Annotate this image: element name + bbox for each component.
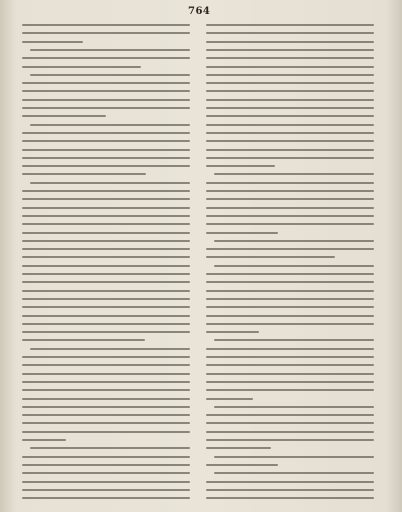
text-line [22,173,146,175]
text-line [214,472,374,474]
text-line [30,447,190,449]
text-line [206,481,374,483]
text-line [22,90,190,92]
text-line [30,124,190,126]
text-line [206,464,278,466]
text-line [30,74,190,76]
text-line [206,24,374,26]
text-line [22,323,190,325]
text-line [22,431,190,433]
text-line [206,381,374,383]
text-line [22,356,190,358]
text-line [206,165,275,167]
text-line [22,256,190,258]
text-line [206,115,374,117]
text-line [206,497,374,499]
text-line [22,165,190,167]
text-line [206,431,374,433]
text-line [22,107,190,109]
text-line [22,265,190,267]
text-line [206,232,278,234]
text-line [206,140,374,142]
text-column-right [206,22,374,508]
text-line [206,389,374,391]
text-line [206,107,374,109]
text-line [30,49,190,51]
text-line [22,489,190,491]
text-line [206,373,374,375]
text-line [22,273,190,275]
text-line [22,481,190,483]
text-line [206,41,374,43]
text-line [22,157,190,159]
text-line [22,215,190,217]
text-line [206,149,374,151]
text-line [22,198,190,200]
text-line [206,348,374,350]
text-line [206,198,374,200]
text-line [206,439,374,441]
text-line [206,414,374,416]
text-line [206,290,374,292]
text-line [22,290,190,292]
text-line [206,190,374,192]
text-line [206,398,253,400]
text-line [22,464,190,466]
text-line [206,315,374,317]
text-line [22,389,190,391]
text-line [206,74,374,76]
text-line [22,24,190,26]
text-line [22,240,190,242]
text-line [30,182,190,184]
text-line [22,115,106,117]
text-line [22,57,190,59]
text-line [206,273,374,275]
text-line [206,207,374,209]
text-line [22,298,190,300]
text-line [22,381,190,383]
text-line [206,182,374,184]
text-line [206,356,374,358]
text-line [22,364,190,366]
text-line [22,373,190,375]
text-line [22,82,190,84]
text-line [206,323,374,325]
text-line [22,331,190,333]
text-line [206,422,374,424]
text-line [22,456,190,458]
text-line [22,422,190,424]
text-line [22,99,190,101]
text-line [206,82,374,84]
text-line [206,306,374,308]
text-line [206,99,374,101]
text-line [206,223,374,225]
text-line [22,281,190,283]
text-line [206,331,259,333]
text-line [22,315,190,317]
text-line [22,41,83,43]
text-line [206,447,271,449]
text-column-left [22,22,190,508]
text-line [22,339,145,341]
text-line [30,348,190,350]
page-number: 764 [188,6,211,17]
text-line [206,281,374,283]
text-line [22,223,190,225]
text-line [214,173,374,175]
text-line [206,49,374,51]
text-line [22,248,190,250]
text-line [206,57,374,59]
text-line [206,132,374,134]
text-line [206,124,374,126]
text-line [206,489,374,491]
text-line [22,207,190,209]
text-line [206,298,374,300]
text-line [22,190,190,192]
text-line [22,398,190,400]
text-line [22,66,141,68]
text-line [22,232,190,234]
text-line [206,90,374,92]
text-line [22,132,190,134]
text-line [22,414,190,416]
text-line [214,339,374,341]
text-line [206,215,374,217]
text-line [22,149,190,151]
text-line [22,32,190,34]
text-line [214,265,374,267]
text-line [206,364,374,366]
text-line [214,406,374,408]
text-line [214,456,374,458]
text-line [206,157,374,159]
text-line [206,248,374,250]
text-line [22,406,190,408]
text-line [22,140,190,142]
text-line [206,66,374,68]
text-line [22,439,66,441]
text-line [22,306,190,308]
text-line [22,472,190,474]
text-line [206,32,374,34]
text-line [22,497,190,499]
text-line [214,240,374,242]
text-line [206,256,335,258]
